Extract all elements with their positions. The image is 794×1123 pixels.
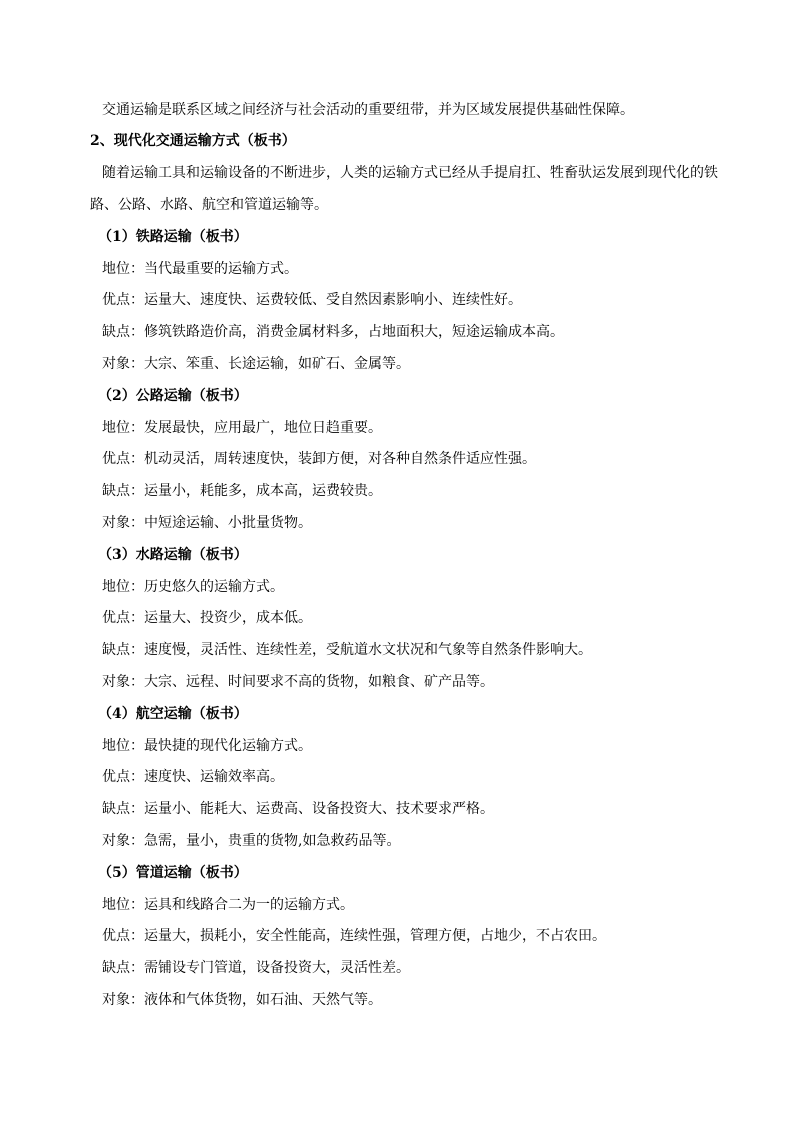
section-intro-line-2: 路、公路、水路、航空和管道运输等。 bbox=[90, 197, 328, 213]
waterway-position: 地位：历史悠久的运输方式。 bbox=[102, 579, 284, 595]
aviation-position: 地位：最快捷的现代化运输方式。 bbox=[102, 738, 312, 754]
mode-heading-aviation: （4）航空运输（板书） bbox=[98, 706, 248, 722]
railway-pros: 优点：运量大、速度快、运费较低、受自然因素影响小、连续性好。 bbox=[102, 292, 522, 308]
highway-position: 地位：发展最快，应用最广，地位日趋重要。 bbox=[102, 420, 382, 436]
pipeline-pros: 优点：运量大，损耗小，安全性能高，连续性强，管理方便，占地少，不占农田。 bbox=[102, 928, 606, 944]
section-intro-line-1: 随着运输工具和运输设备的不断进步，人类的运输方式已经从手提肩扛、牲畜驮运发展到现代化的铁 bbox=[102, 165, 718, 181]
railway-cons: 缺点：修筑铁路造价高，消费金属材料多，占地面积大，短途运输成本高。 bbox=[102, 324, 564, 340]
mode-heading-highway: （2）公路运输（板书） bbox=[98, 388, 248, 404]
pipeline-targets: 对象：液体和气体货物，如石油、天然气等。 bbox=[102, 992, 382, 1008]
waterway-targets: 对象：大宗、远程、时间要求不高的货物，如粮食、矿产品等。 bbox=[102, 674, 494, 690]
aviation-cons: 缺点：运量小、能耗大、运费高、设备投资大、技术要求严格。 bbox=[102, 801, 494, 817]
highway-targets: 对象：中短途运输、小批量货物。 bbox=[102, 515, 312, 531]
aviation-targets: 对象：急需，量小，贵重的货物,如急救药品等。 bbox=[102, 833, 401, 849]
railway-targets: 对象：大宗、笨重、长途运输，如矿石、金属等。 bbox=[102, 356, 410, 372]
pipeline-cons: 缺点：需铺设专门管道，设备投资大，灵活性差。 bbox=[102, 960, 410, 976]
railway-position: 地位：当代最重要的运输方式。 bbox=[102, 261, 298, 277]
intro-paragraph: 交通运输是联系区域之间经济与社会活动的重要纽带，并为区域发展提供基础性保障。 bbox=[102, 102, 634, 118]
section-heading: 2、现代化交通运输方式（板书） bbox=[90, 133, 296, 149]
pipeline-position: 地位：运具和线路合二为一的运输方式。 bbox=[102, 897, 354, 913]
mode-heading-waterway: （3）水路运输（板书） bbox=[98, 547, 248, 563]
highway-cons: 缺点：运量小，耗能多，成本高，运费较贵。 bbox=[102, 483, 382, 499]
highway-pros: 优点：机动灵活，周转速度快，装卸方便，对各种自然条件适应性强。 bbox=[102, 451, 536, 467]
waterway-pros: 优点：运量大、投资少，成本低。 bbox=[102, 610, 312, 626]
aviation-pros: 优点：速度快、运输效率高。 bbox=[102, 769, 284, 785]
mode-heading-pipeline: （5）管道运输（板书） bbox=[98, 865, 248, 881]
waterway-cons: 缺点：速度慢，灵活性、连续性差，受航道水文状况和气象等自然条件影响大。 bbox=[102, 642, 592, 658]
mode-heading-railway: （1）铁路运输（板书） bbox=[98, 229, 248, 245]
